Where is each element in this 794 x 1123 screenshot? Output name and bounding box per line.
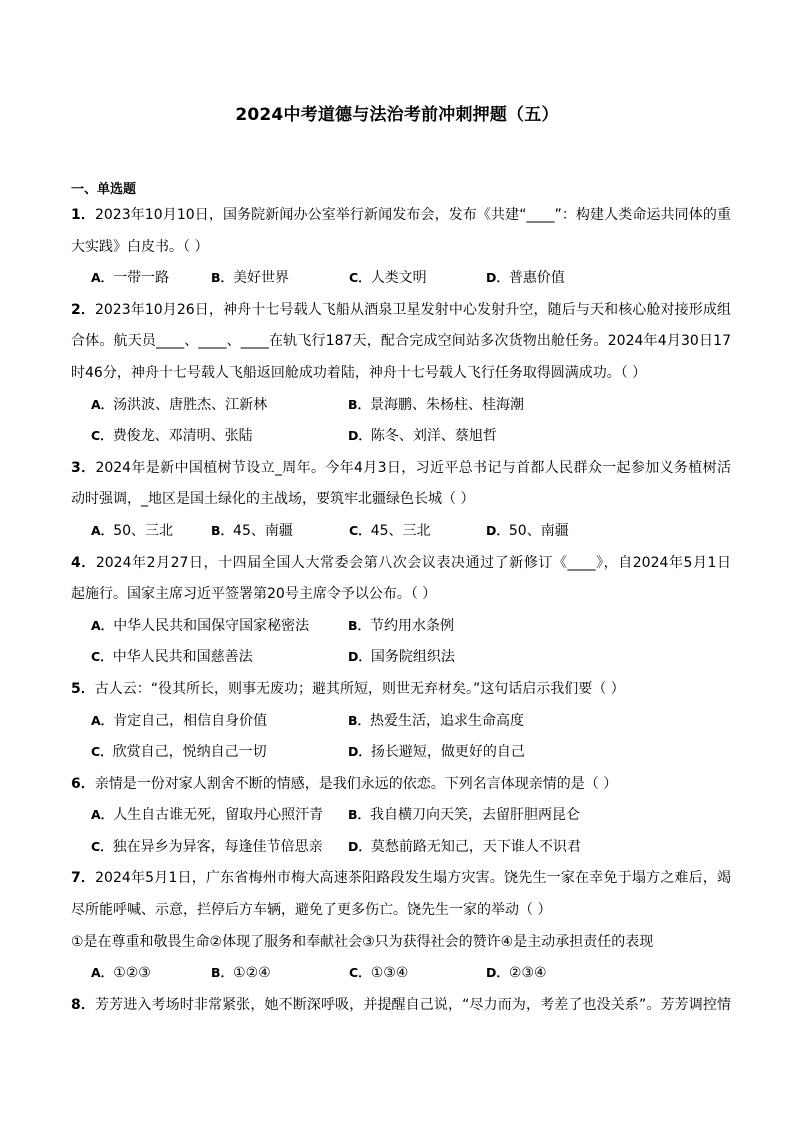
question-list [71,199,731,1020]
question-5-options-row-2 [71,736,731,768]
question-text: 2023年10月26日，神舟十七号载人飞船从酒泉卫星发射中心发射升空，随后与天和核心舱对接形成组 [94,301,731,318]
question-2-line-2: 合体。航天员____、____、____在轨飞行187天，配合完成空间站多次货物出舱任务。2024年4月30日17 [71,333,731,350]
option-text: 50、南疆 [508,522,569,539]
question-1-options [71,262,731,294]
option-text: 中华人民共和国慈善法 [112,649,253,666]
question-number: 2． [71,301,95,318]
option-a[interactable] [91,610,309,642]
option-text: 我自横刀向天笑，去留肝胆两昆仑 [370,807,581,824]
option-d[interactable] [348,420,497,452]
question-text: 2024年是新中国植树节设立_周年。今年4月3日，习近平总书记与首都人民群众一起参加义务植树活 [95,459,731,476]
option-b[interactable] [211,262,289,294]
option-label: A． [91,617,114,633]
option-text: 费俊龙、邓清明、张陆 [112,428,253,445]
option-text: 50、三北 [113,522,174,539]
option-d[interactable] [486,515,569,547]
question-number: 7． [71,870,96,887]
option-label: D． [348,744,371,760]
option-a[interactable] [91,389,267,421]
question-2-line-1 [71,294,731,326]
option-label: B． [348,617,371,633]
option-text: ②③④ [508,965,547,982]
option-text: 美好世界 [233,270,290,287]
option-label: C． [349,522,371,538]
question-1-line-2: 大实践》白皮书。（ ） [71,238,209,255]
option-b[interactable] [348,610,454,642]
option-label: C． [349,965,371,981]
option-label: C． [91,649,113,665]
question-6-options-row-2 [71,831,731,863]
option-a[interactable] [91,799,323,831]
page-title: 2024中考道德与法治考前冲刺押题（五） [235,105,559,125]
option-label: B． [211,522,234,538]
question-8-line-1 [71,989,731,1021]
option-label: A． [91,965,114,981]
option-text: 莫愁前路无知己，天下谁人不识君 [370,838,581,855]
option-b[interactable] [348,799,580,831]
option-text: 45、南疆 [233,522,293,539]
question-number: 1． [71,207,95,223]
question-number: 8． [71,996,95,1013]
option-label: A． [91,396,114,412]
question-text: 2023年10月10日，国务院新闻办公室举行新闻发布会，发布《共建“____”：构建人类命运共同体的重 [94,207,731,223]
option-text: 汤洪波、唐胜杰、江新林 [113,396,268,413]
question-text: 2024年5月1日，广东省梅州市梅大高速茶阳路段发生塌方灾害。饶先生一家在幸免于塌方之难后，竭 [95,870,731,887]
question-number: 4． [71,554,96,571]
question-text: 亲情是一份对家人割舍不断的情感，是我们永远的依恋。下列名言体现亲情的是（ ） [94,775,618,792]
question-number: 5． [71,680,95,697]
question-number: 6． [71,775,95,792]
option-c[interactable] [349,515,431,547]
option-b[interactable] [348,389,524,421]
option-text: 独在异乡为异客，每逢佳节倍思亲 [112,838,323,855]
option-label: D． [348,838,371,854]
question-4-options-row-1 [71,610,731,642]
option-text: 人生自古谁无死，留取丹心照汗青 [113,807,324,824]
option-c[interactable] [349,262,427,294]
option-text: 扬长避短，做更好的自己 [370,744,525,761]
option-label: D． [486,522,509,538]
option-c[interactable] [349,957,408,989]
option-text: 国务院组织法 [370,649,455,666]
option-text: ①②④ [233,965,271,982]
section-heading: 一、单选题 [71,182,137,197]
option-label: A． [91,270,114,286]
option-text: ①③④ [370,965,409,982]
option-c[interactable] [91,641,253,673]
option-label: A． [91,807,114,823]
option-label: D． [348,649,371,665]
option-d[interactable] [348,831,581,863]
option-text: 节约用水条例 [370,617,455,634]
question-4-line-2: 起施行。国家主席习近平签署第20号主席令予以公布。（ ） [71,586,437,603]
option-label: C． [91,744,113,760]
question-text: 芳芳进入考场时非常紧张，她不断深呼吸，并提醒自己说，“尽力而为，考差了也没关系”。芳芳调控情 [95,996,731,1013]
question-text: 古人云：“役其所长，则事无废功；避其所短，则世无弃材矣。”这句话启示我们要（ ） [94,680,625,697]
question-4-line-1 [71,547,731,579]
question-6-line-1 [71,768,731,800]
option-text: 欣赏自己，悦纳自己一切 [112,744,267,761]
option-label: B． [348,396,371,412]
option-label: D． [486,270,509,286]
option-label: C． [349,270,371,286]
question-2-options-row-1 [71,389,731,421]
option-d[interactable] [486,262,565,294]
option-text: 一带一路 [113,270,170,287]
option-d[interactable] [348,641,455,673]
option-label: A． [91,522,114,538]
option-a[interactable] [91,262,169,294]
option-a[interactable] [91,515,173,547]
question-2-options-row-2 [71,420,731,452]
option-label: B． [348,712,371,728]
option-text: ①②③ [113,965,151,982]
option-label: C． [91,838,113,854]
option-text: 陈冬、刘洋、蔡旭哲 [370,428,497,445]
option-text: 景海鹏、朱杨柱、桂海潮 [370,396,525,413]
option-a[interactable] [91,957,151,989]
option-c[interactable] [91,420,253,452]
option-label: D． [348,428,371,444]
question-number: 3． [71,459,96,476]
option-c[interactable] [91,736,267,768]
question-5-options-row-1 [71,705,731,737]
option-label: D． [486,965,509,981]
option-label: B． [211,965,234,981]
option-a[interactable] [91,705,267,737]
option-text: 热爱生活，追求生命高度 [370,712,525,729]
option-b[interactable] [348,705,524,737]
option-d[interactable] [348,736,525,768]
option-label: C． [91,428,113,444]
question-3-options [71,515,731,547]
option-text: 45、三北 [370,522,431,539]
question-7-line-2: 尽所能呼喊、示意，拦停后方车辆，避免了更多伤亡。饶先生一家的举动（ ） [71,902,552,919]
question-1-line-1 [71,199,731,231]
option-b[interactable] [211,515,293,547]
option-label: B． [348,807,371,823]
question-3-line-2: 动时强调，_地区是国土绿化的主战场，要筑牢北疆绿色长城（ ） [71,491,475,508]
option-b[interactable] [211,957,271,989]
option-c[interactable] [91,831,323,863]
question-7-options [71,957,731,989]
question-2-line-3: 时46分，神舟十七号载人飞船返回舱成功着陆，神舟十七号载人飞行任务取得圆满成功。（ ） [71,364,647,381]
option-text: 普惠价值 [508,270,565,287]
question-3-line-1 [71,452,731,484]
question-6-options-row-1 [71,799,731,831]
question-7-line-1 [71,862,731,894]
question-text: 2024年2月27日，十四届全国人大常委会第八次会议表决通过了新修订《____》，自2024年5月1日 [95,554,731,571]
question-7-statements: ①是在尊重和敬畏生命②体现了服务和奉献社会③只为获得社会的赞许④是主动承担责任的表现 [71,933,654,950]
question-5-line-1 [71,673,731,705]
question-4-options-row-2 [71,641,731,673]
option-label: B． [211,270,234,286]
option-text: 中华人民共和国保守国家秘密法 [113,617,310,634]
option-d[interactable] [486,957,547,989]
option-text: 人类文明 [370,270,427,287]
option-text: 肯定自己，相信自身价值 [113,712,268,729]
option-label: A． [91,712,114,728]
